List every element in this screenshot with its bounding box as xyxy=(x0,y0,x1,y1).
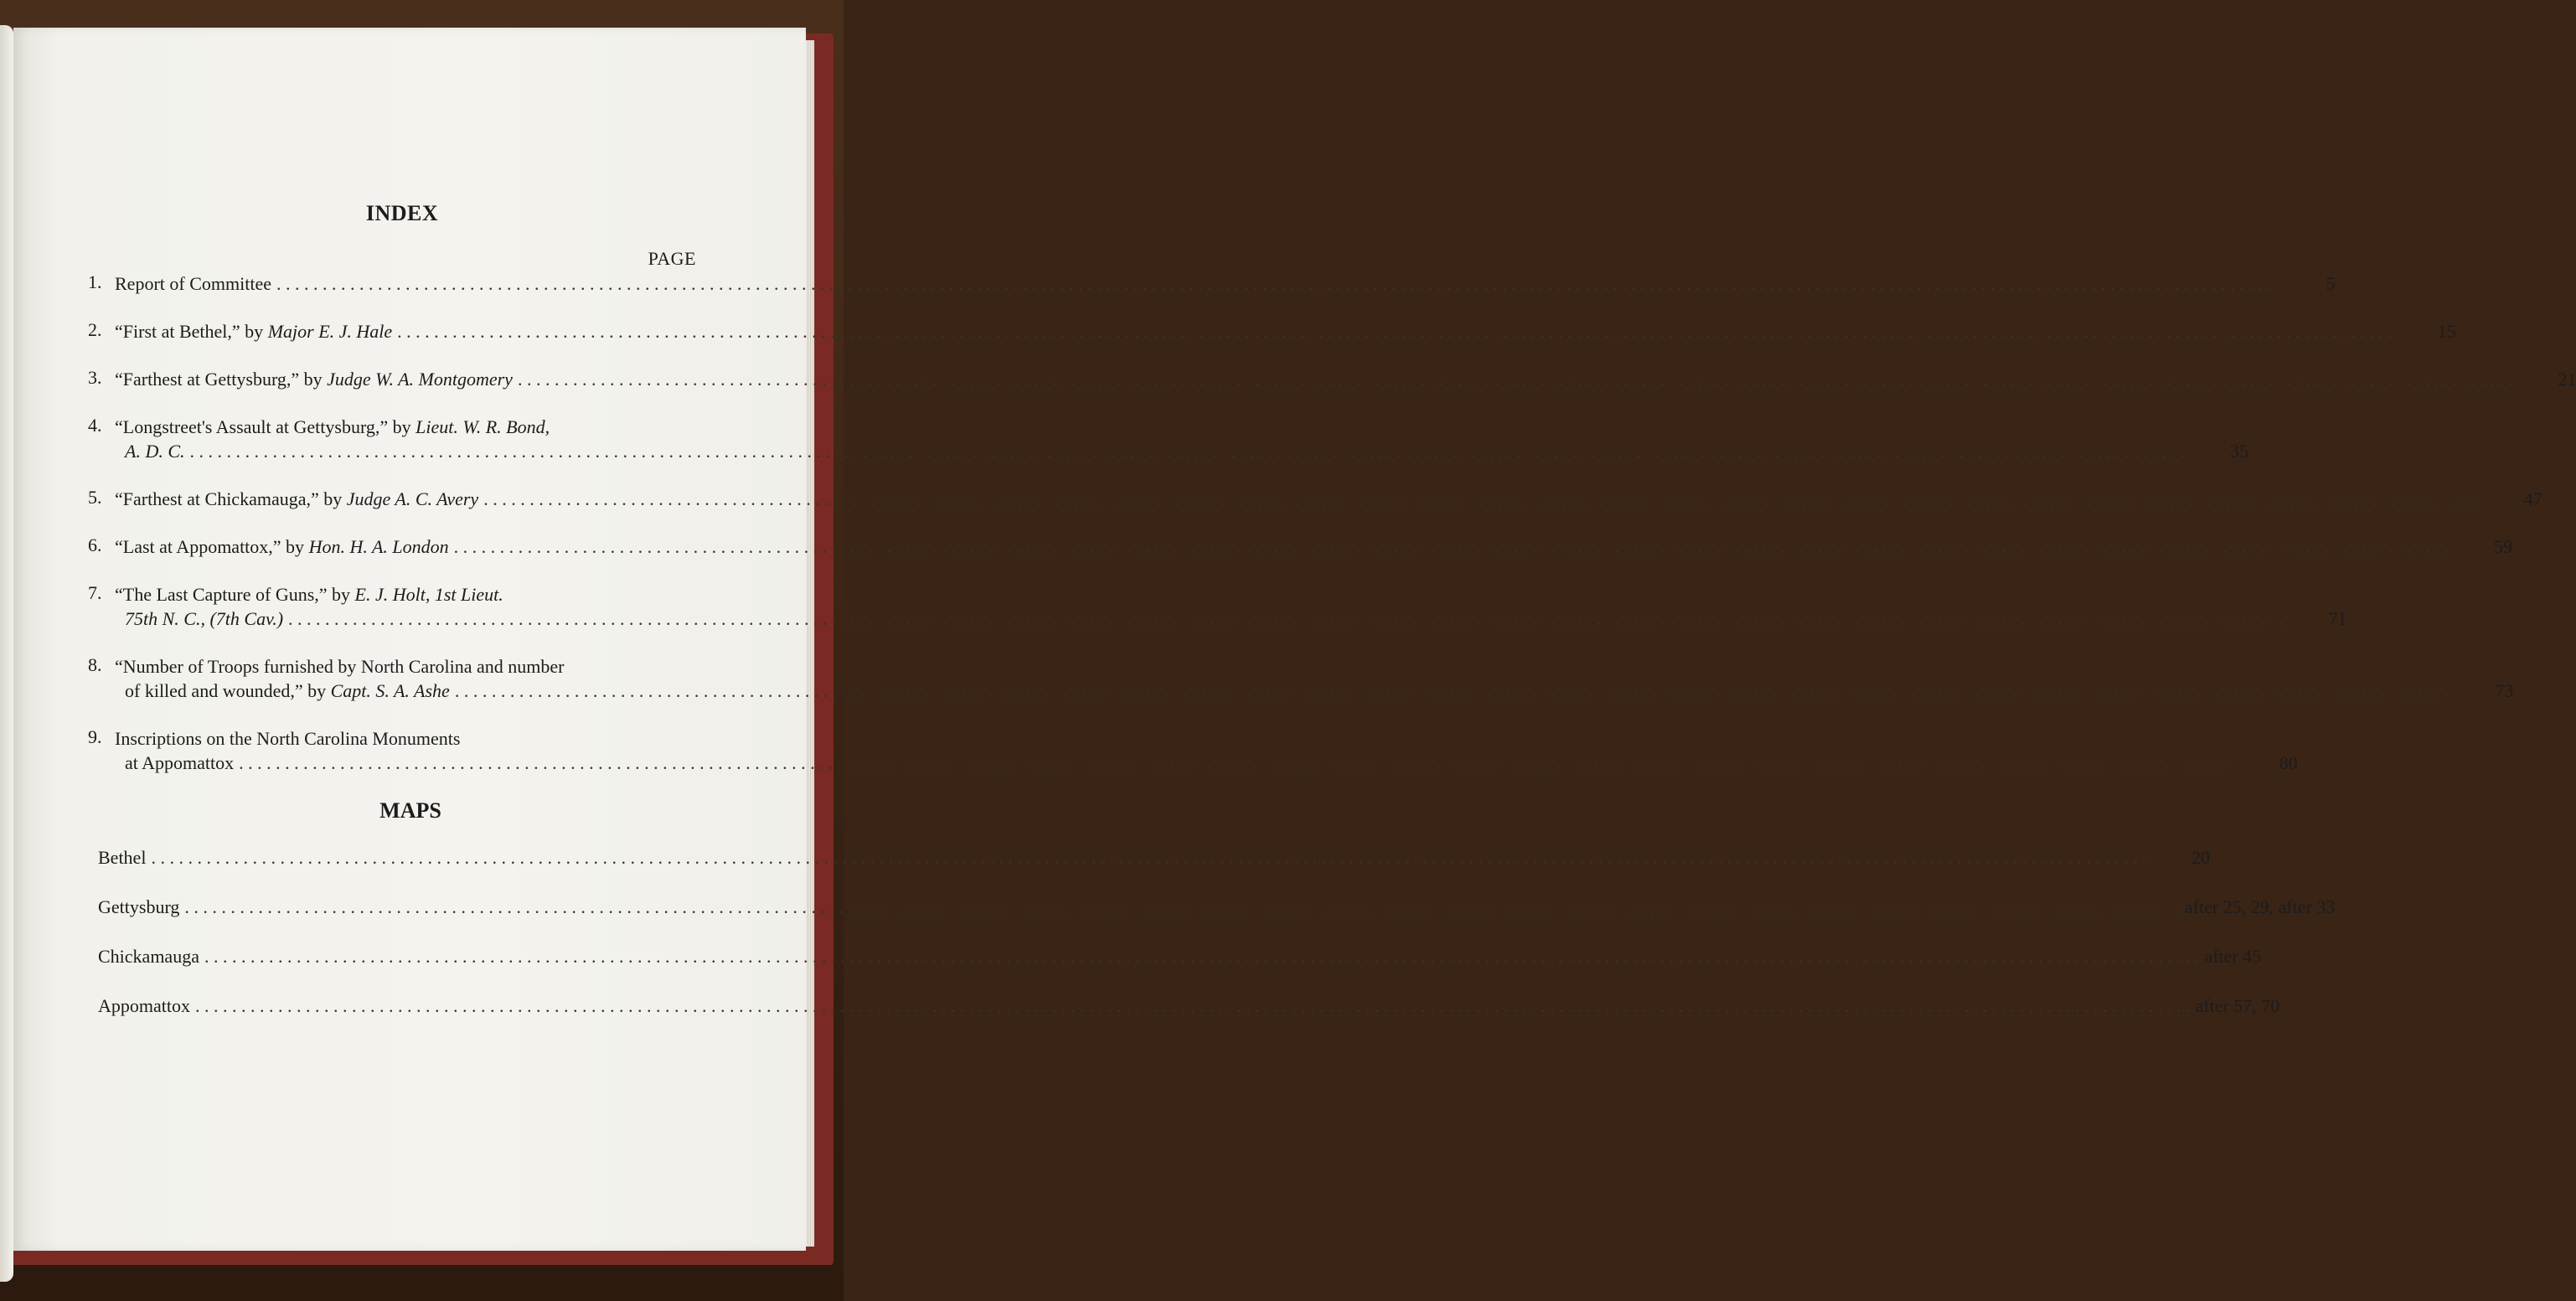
dot-leader xyxy=(151,845,2146,870)
entry-author: Major E. J. Hale xyxy=(267,321,393,342)
index-entry xyxy=(88,726,2298,775)
index-entry xyxy=(88,487,2542,511)
dot-leader xyxy=(454,534,2450,559)
map-page: after 57, 70 xyxy=(2195,995,2280,1016)
dot-leader xyxy=(195,994,2191,1018)
entry-title: “Number of Troops furnished by North Carolina and number xyxy=(115,656,565,677)
dot-leader xyxy=(276,271,2272,296)
entry-page: 73 xyxy=(2495,680,2514,701)
entry-page: 71 xyxy=(2328,608,2347,629)
entry-author: Lieut. W. R. Bond, xyxy=(416,416,550,437)
entry-title: “Last at Appomattox,” by xyxy=(115,536,309,557)
maps-title: MAPS xyxy=(379,798,441,823)
entry-page: 59 xyxy=(2494,536,2513,557)
dot-leader xyxy=(518,367,2513,391)
entry-author: Judge A. C. Avery xyxy=(346,488,479,509)
entry-title: “Farthest at Gettysburg,” by xyxy=(115,369,328,390)
entry-page: 15 xyxy=(2437,321,2456,342)
dot-leader xyxy=(455,679,2450,703)
dot-leader xyxy=(288,607,2284,631)
entry-author-continued: Capt. S. A. Ashe xyxy=(330,680,450,701)
entry-number: 8. xyxy=(88,654,102,675)
entry-page: 47 xyxy=(2523,488,2542,509)
entry-page: 21 xyxy=(2558,369,2576,390)
map-entry xyxy=(88,895,2336,919)
entry-title: “Longstreet's Assault at Gettysburg,” by xyxy=(115,416,416,437)
index-entry xyxy=(88,582,2347,631)
map-name: Appomattox xyxy=(98,995,190,1016)
map-page: 20 xyxy=(2191,847,2210,868)
entry-author: Hon. H. A. London xyxy=(308,536,449,557)
index-entry xyxy=(88,534,2513,559)
map-page: after 45 xyxy=(2204,946,2262,967)
entry-number: 4. xyxy=(88,415,102,436)
dot-leader xyxy=(204,944,2200,968)
index-content xyxy=(88,201,2576,1043)
entry-title: “The Last Capture of Guns,” by xyxy=(115,584,355,605)
map-entry xyxy=(88,994,2280,1018)
index-entry xyxy=(88,367,2576,391)
dot-leader xyxy=(190,439,2186,463)
entry-number: 2. xyxy=(88,319,102,340)
map-entry xyxy=(88,845,2210,870)
entry-number: 6. xyxy=(88,534,102,555)
entry-title: “First at Bethel,” by xyxy=(115,321,268,342)
entry-author: Judge W. A. Montgomery xyxy=(327,369,513,390)
entry-number: 9. xyxy=(88,726,102,747)
facing-page-edge xyxy=(0,25,13,1282)
entry-number: 3. xyxy=(88,367,102,388)
entry-author: E. J. Holt, 1st Lieut. xyxy=(354,584,503,605)
entry-number: 5. xyxy=(88,487,102,508)
entry-author-continued: 75th N. C., (7th Cav.) xyxy=(125,608,284,629)
index-entry xyxy=(88,271,2336,296)
entry-title: Report of Committee xyxy=(115,273,271,294)
entry-page: 35 xyxy=(2230,441,2248,462)
map-name: Chickamauga xyxy=(98,946,199,967)
page-block-edge xyxy=(806,40,814,1247)
index-entry xyxy=(88,319,2456,343)
index-entry xyxy=(88,415,2248,463)
dot-leader xyxy=(239,751,2234,775)
entry-title: “Farthest at Chickamauga,” by xyxy=(115,488,347,509)
entry-page: 80 xyxy=(2279,752,2298,773)
dot-leader xyxy=(184,895,2180,919)
map-entry xyxy=(88,944,2262,968)
entry-page: 5 xyxy=(2326,273,2336,294)
dot-leader xyxy=(483,487,2479,511)
index-entry xyxy=(88,654,2514,703)
entry-title-continued: of killed and wounded,” by xyxy=(125,680,331,701)
entry-author-continued: A. D. C. xyxy=(125,441,185,462)
dot-leader xyxy=(397,319,2393,343)
page-column-header: PAGE xyxy=(648,248,696,269)
entry-title-continued: at Appomattox xyxy=(125,752,235,773)
map-name: Gettysburg xyxy=(98,896,180,917)
entry-number: 1. xyxy=(88,271,102,292)
entry-number: 7. xyxy=(88,582,102,603)
map-name: Bethel xyxy=(98,847,147,868)
map-page: after 25, 29, after 33 xyxy=(2184,896,2336,917)
entry-title: Inscriptions on the North Carolina Monuments xyxy=(115,728,461,749)
index-title: INDEX xyxy=(365,201,439,225)
